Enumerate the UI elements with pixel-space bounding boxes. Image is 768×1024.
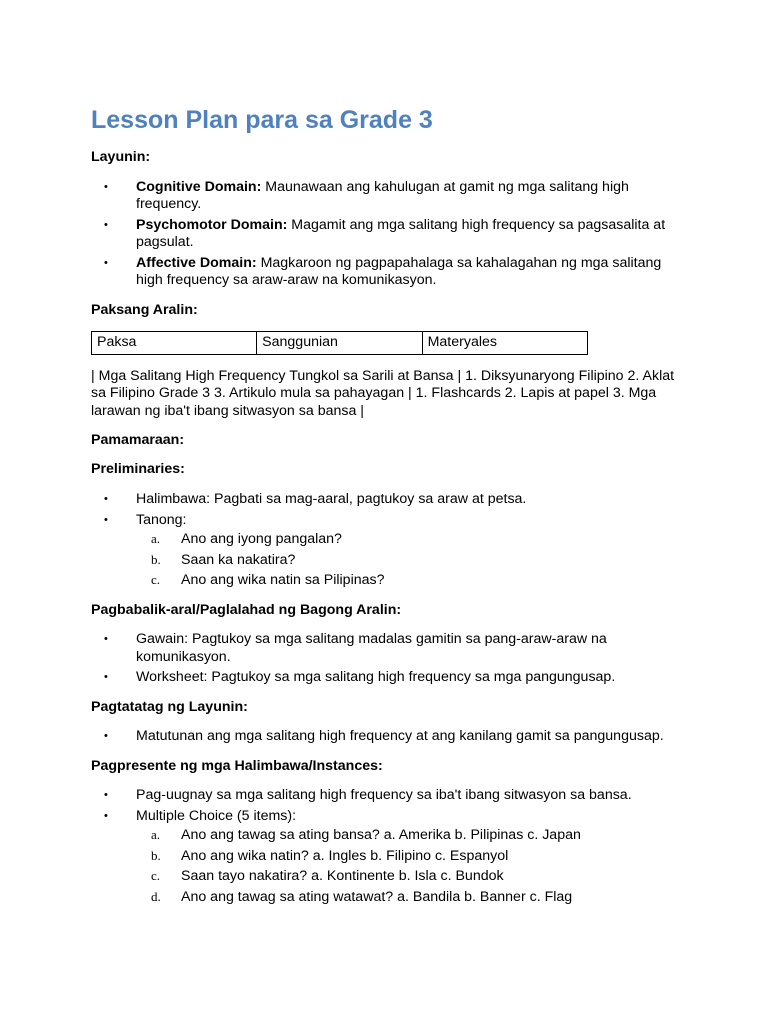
list-item (136, 550, 691, 571)
item-text: Ano ang iyong pangalan? (181, 531, 342, 547)
item-label: Affective Domain: (136, 254, 257, 271)
item-text: Halimbawa: Pagbati sa mag-aaral, pagtukoy sa araw at petsa. (136, 491, 527, 507)
pagpresente-heading: Pagpresente ng mga Halimbawa/Instances: (91, 757, 383, 774)
item-text: Magkaroon ng pagpapahalaga sa kahalagahan ng mga salitang high frequency sa araw-araw na komunikasyon. (136, 254, 662, 288)
layunin-heading: Layunin: (91, 149, 151, 165)
pagbabalik-heading: Pagbabalik-aral/Paglalahad ng Bagong Aralin: (91, 601, 402, 618)
bullet-icon: • (104, 180, 108, 193)
list-item (91, 491, 691, 509)
list-item (91, 217, 691, 252)
list-marker: b. (151, 847, 161, 863)
pagpresente-list (91, 787, 691, 825)
item-text: Matutunan ang mga salitang high frequency at ang kanilang gamit sa pangungusap. (136, 728, 664, 744)
pagtatatag-list (91, 728, 691, 746)
preliminaries-list (91, 491, 691, 529)
list-item (91, 512, 691, 530)
bullet-icon: • (104, 218, 108, 231)
table-cell-sanggunian: Sanggunian (257, 332, 422, 355)
item-label: Cognitive Domain: (136, 178, 262, 195)
item-text: Ano ang tawag sa ating bansa? a. Amerika b. Pilipinas c. Japan (181, 827, 581, 843)
bullet-icon: • (104, 789, 108, 801)
layunin-list (91, 179, 691, 290)
document-page (91, 104, 691, 907)
list-item (136, 846, 691, 867)
list-item (136, 887, 691, 908)
item-text: Maunawaan ang kahulugan at gamit ng mga salitang high frequency. (136, 178, 629, 212)
paksang-aralin-row-text: | Mga Salitang High Frequency Tungkol sa Sarili at Bansa | 1. Diksyunaryong Filipino 2. Aklat sa Filipino Grade 3 3. Artikulo mula sa pahayagan | 1. Flashcards 2. Lapis at papel 3. Mga larawan ng iba't ibang sitwasyon sa bansa | (91, 367, 675, 419)
item-text: Pag-uugnay sa mga salitang high frequency sa iba't ibang sitwasyon sa bansa. (136, 787, 632, 803)
item-text: Gawain: Pagtukoy sa mga salitang madalas gamitin sa pang-araw-araw na komunikasyon. (136, 631, 607, 665)
table-cell-paksa: Paksa (92, 332, 257, 355)
bullet-icon: • (104, 513, 108, 526)
pagtatatag-heading: Pagtatatag ng Layunin: (91, 698, 248, 715)
list-item (136, 529, 691, 550)
list-item (91, 631, 691, 666)
bullet-icon: • (104, 809, 108, 822)
bullet-icon: • (104, 493, 108, 505)
preliminaries-heading: Preliminaries: (91, 460, 185, 477)
item-text: Worksheet: Pagtukoy sa mga salitang high frequency sa mga pangungusap. (136, 669, 616, 685)
bullet-icon: • (104, 633, 108, 645)
list-marker: b. (151, 551, 161, 567)
list-item (91, 179, 691, 214)
list-marker: a. (151, 531, 161, 546)
bullet-icon: • (104, 256, 108, 269)
list-item (136, 825, 691, 846)
preliminaries-questions (136, 529, 691, 591)
pamamaraan-heading: Pamamaraan: (91, 432, 185, 448)
pagbabalik-list (91, 631, 691, 687)
table-cell-materyales: Materyales (422, 332, 587, 355)
table-row (92, 332, 588, 355)
page-title: Lesson Plan para sa Grade 3 (91, 106, 433, 134)
item-text: Magamit ang mga salitang high frequency sa pagsasalita at pagsulat. (136, 216, 666, 250)
item-text: Tanong: (136, 511, 187, 528)
list-item (91, 669, 691, 687)
list-item (91, 808, 691, 826)
item-text: Ano ang wika natin sa Pilipinas? (181, 572, 385, 588)
list-marker: a. (151, 827, 161, 842)
item-text: Ano ang wika natin? a. Ingles b. Filipino c. Espanyol (181, 847, 509, 864)
list-marker: c. (151, 572, 161, 587)
list-marker: c. (151, 868, 161, 883)
bullet-icon: • (104, 730, 108, 742)
list-marker: d. (151, 888, 161, 904)
bullet-icon: • (104, 671, 108, 683)
list-item (91, 728, 691, 746)
list-item (136, 570, 691, 591)
item-text: Saan tayo nakatira? a. Kontinente b. Isla c. Bundok (181, 868, 504, 884)
pagpresente-questions (136, 825, 691, 907)
list-item (136, 866, 691, 887)
item-label: Psychomotor Domain: (136, 216, 288, 233)
paksang-aralin-heading: Paksang Aralin: (91, 301, 198, 318)
item-text: Ano ang tawag sa ating watawat? a. Bandila b. Banner c. Flag (181, 888, 573, 905)
item-text: Saan ka nakatira? (181, 551, 296, 568)
paksang-aralin-table (91, 331, 588, 355)
list-item (91, 787, 691, 805)
item-text: Multiple Choice (5 items): (136, 807, 297, 824)
list-item (91, 255, 691, 290)
